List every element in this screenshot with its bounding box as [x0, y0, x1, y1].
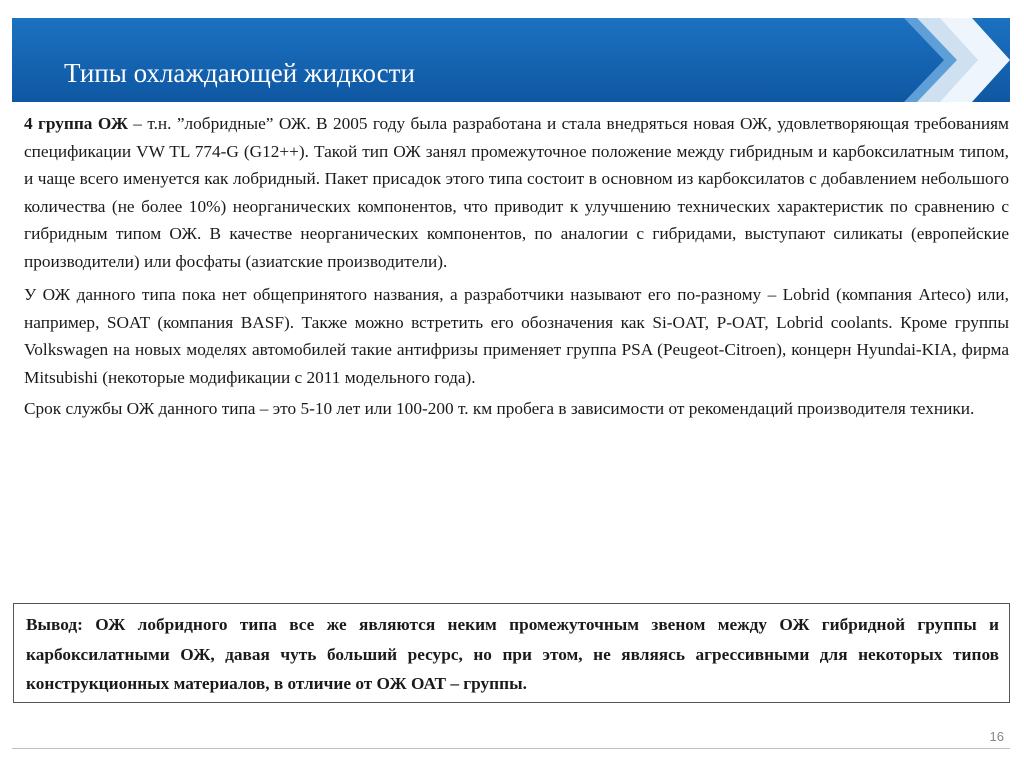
page-number: 16 — [989, 729, 1004, 744]
paragraph-1-text: – т.н. ”лобридные” ОЖ. В 2005 году была разработана и стала внедряться новая ОЖ, удовлетворяющая требованиям спецификации VW TL 774-G (G12++). Такой тип ОЖ занял промежуточное положение между гибридным и карбоксилатным типом, и чаще всего именуется как лобридный. Пакет присадок этого типа состоит в основном из карбоксилатов с добавлением небольшого количества (не более 10%) неорганических компонентов, что приводит к улучшению технических характеристик по сравнению с гибридным типом ОЖ. В качестве неорганических компонентов, по аналогии с гибридами, выступают силикаты (европейские производители) или фосфаты (азиатские производители). — [24, 114, 1009, 271]
paragraph-group-4 — [24, 110, 1009, 275]
group-label: 4 группа ОЖ — [24, 114, 128, 133]
conclusion-box — [13, 603, 1010, 703]
conclusion-text: Вывод: ОЖ лобридного типа все же являются неким промежуточным звеном между ОЖ гибридной группы и карбоксилатными ОЖ, давая чуть больший ресурс, но при этом, не являясь агрессивными для некоторых типов конструкционных материалов, в отличие от ОЖ ОАТ – группы. — [26, 615, 999, 693]
paragraph-service-life: Срок службы ОЖ данного типа – это 5-10 лет или 100-200 т. км пробега в зависимости от рекомендаций производителя техники. — [24, 399, 975, 418]
header-banner — [12, 18, 1010, 102]
footer-divider — [12, 748, 1010, 749]
slide-title: Типы охлаждающей жидкости — [64, 58, 415, 88]
paragraph-names: У ОЖ данного типа пока нет общепринятого названия, а разработчики называют его по-разному – Lobrid (компания Arteco) или, например, SOAT (компания BASF). Также можно встретить его обозначения как Si-OAT, P-OAT, Lobrid coolants. Кроме группы Volkswagen на новых моделях автомобилей такие антифризы применяет группа PSA (Peugeot-Citroen), концерн Hyundai-KIA, фирма Mitsubishi (некоторые модификации с 2011 модельного года). — [24, 285, 1009, 387]
body-text — [24, 110, 1009, 427]
